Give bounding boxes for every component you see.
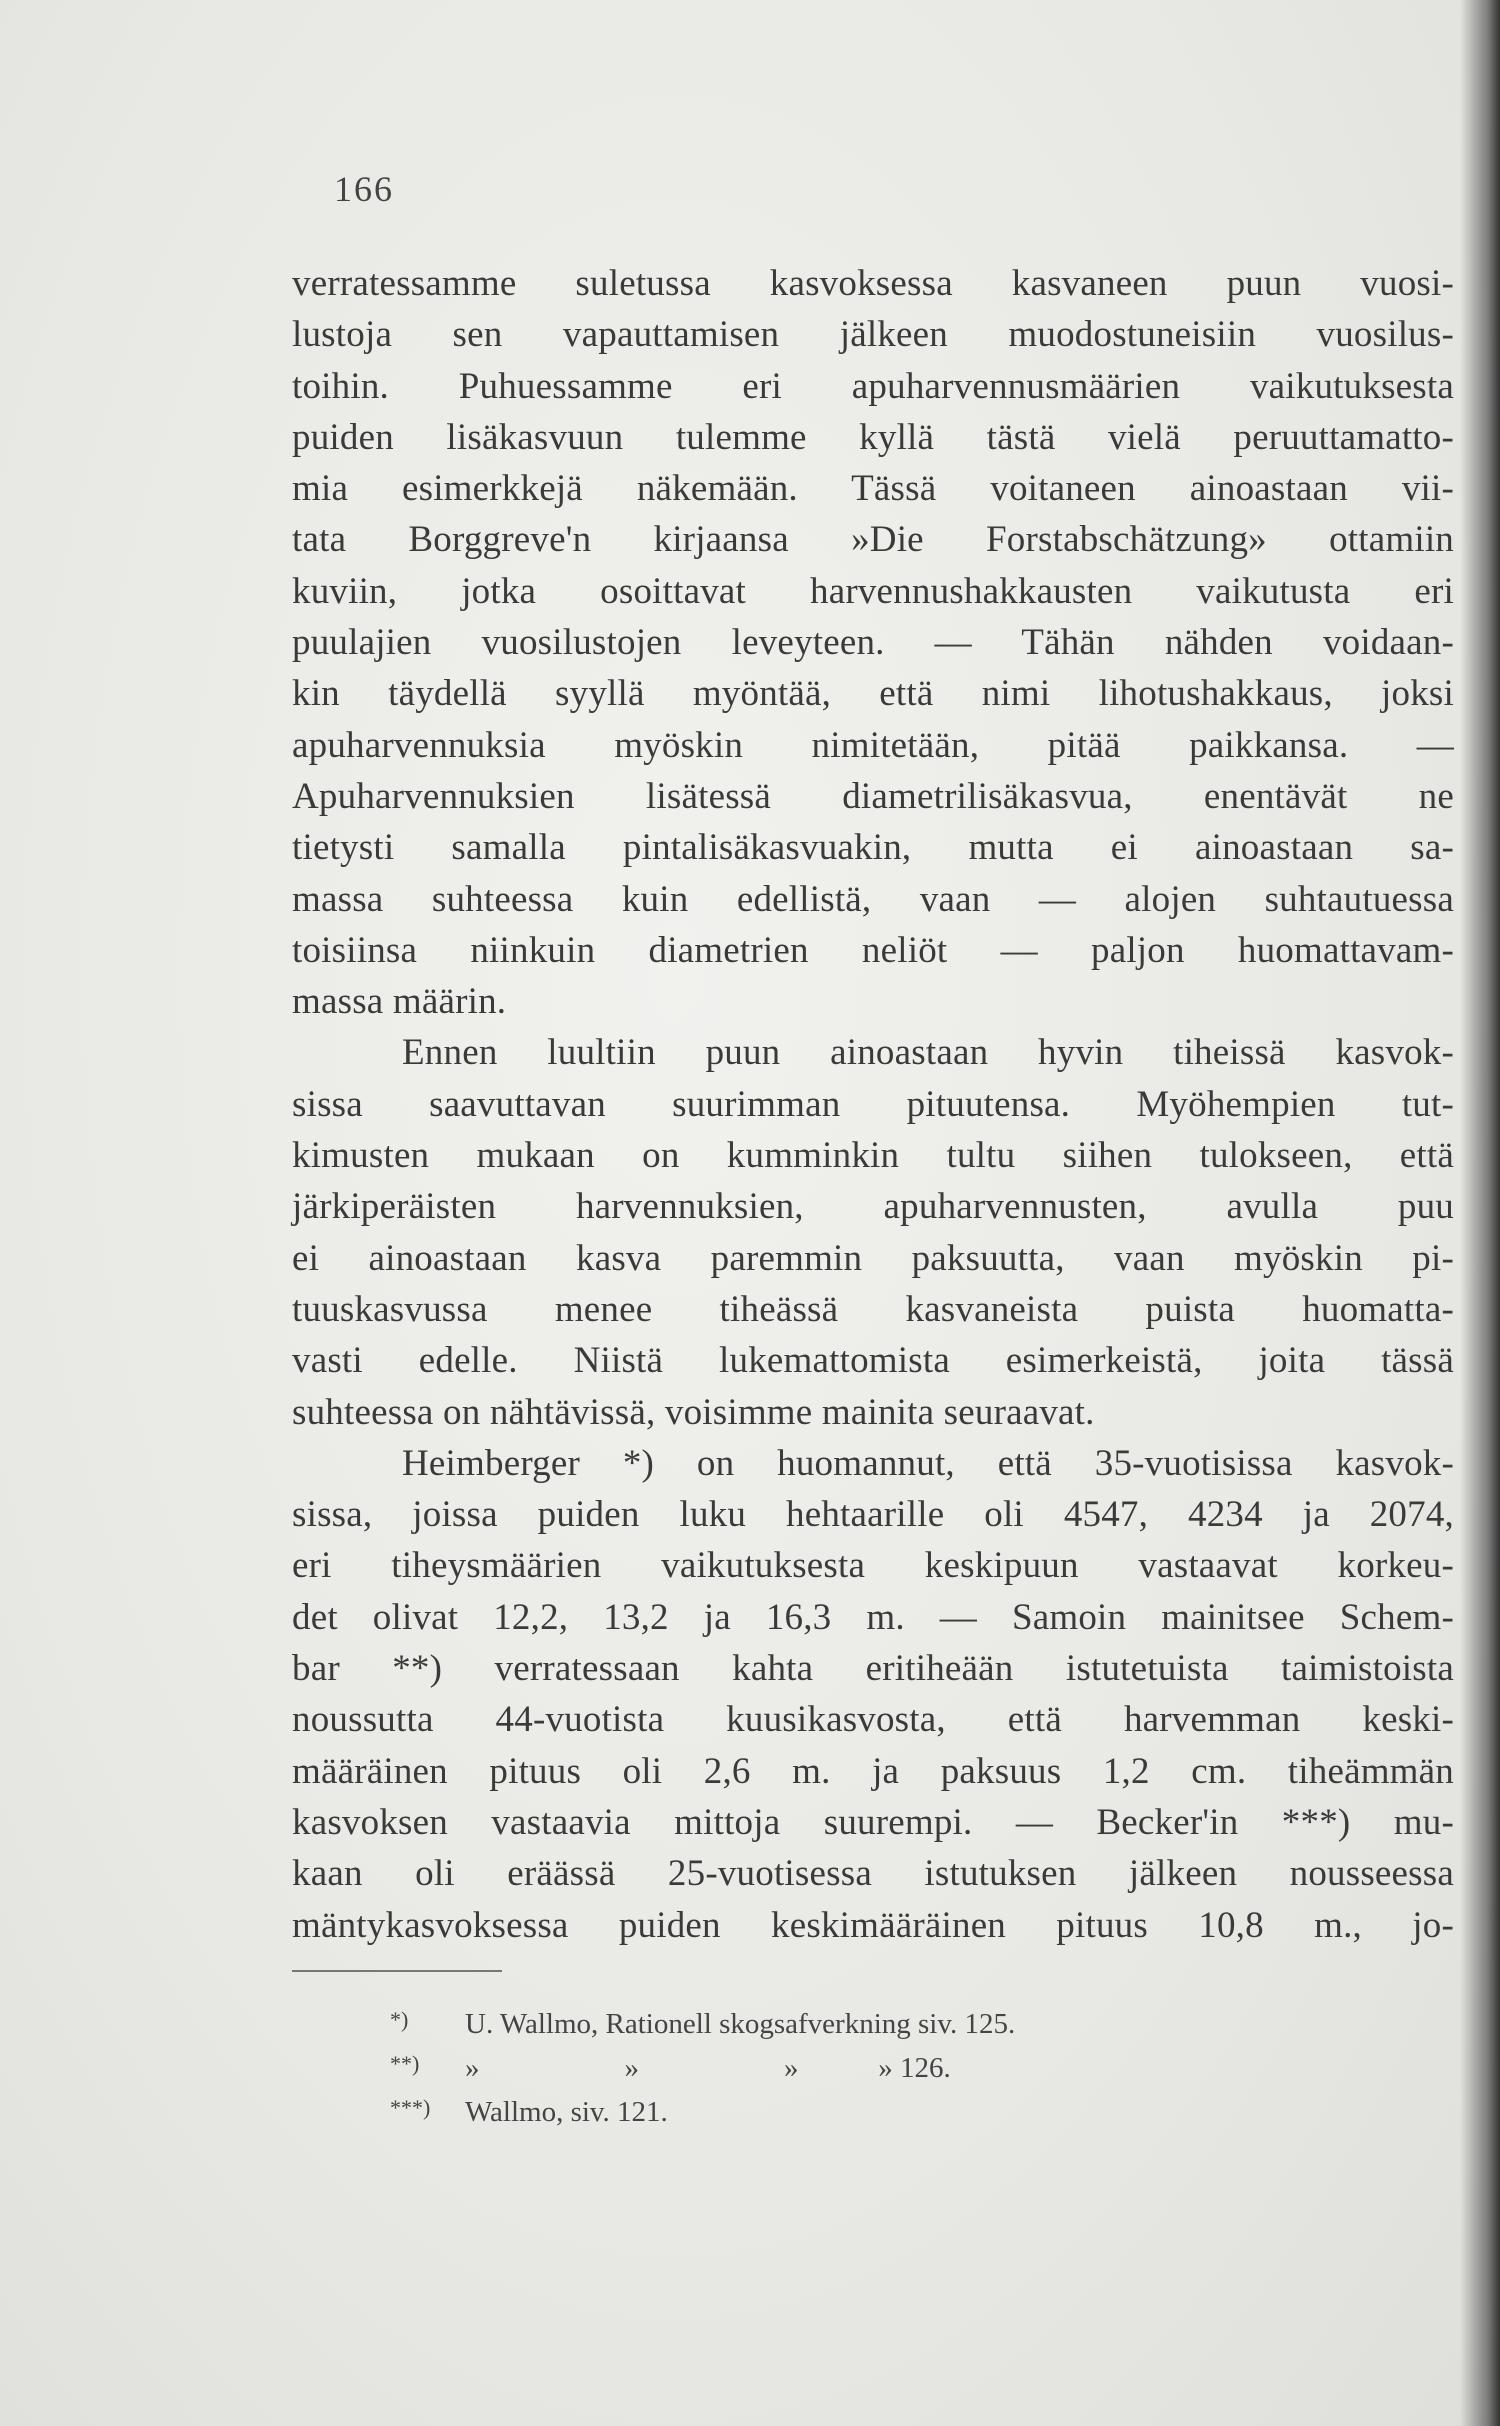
footnote-text: Wallmo, siv. 121.	[465, 2096, 668, 2128]
text-line: puulajien vuosilustojen leveyteen. — Tähän nähden voidaan-	[292, 622, 1454, 664]
text-line: verratessamme suletussa kasvoksessa kasvaneen puun vuosi-	[292, 263, 1454, 304]
text-line: toihin. Puhuessamme eri apuharvennusmäärien vaikutuksesta	[292, 365, 1454, 407]
text-line: ei ainoastaan kasva paremmin paksuutta, vaan myöskin pi-	[292, 1237, 1454, 1279]
text-line: mäntykasvoksessa puiden keskimääräinen pituus 10,8 m., jo-	[292, 1904, 1454, 1946]
text-line: puiden lisäkasvuun tulemme kyllä tästä vielä peruuttamatto-	[292, 416, 1454, 458]
text-line: järkiperäisten harvennuksien, apuharvennusten, avulla puu	[292, 1186, 1454, 1228]
footnote-text: » » » » 126.	[465, 2052, 951, 2084]
footnote-text: U. Wallmo, Rationell skogsafverkning siv. 125.	[465, 2008, 1016, 2040]
footnote-mark: **)	[390, 2051, 420, 2076]
page-edge-shadow	[1460, 0, 1500, 2426]
text-line: Ennen luultiin puun ainoastaan hyvin tiheissä kasvok-	[402, 1032, 1454, 1074]
text-line: tata Borggreve'n kirjaansa »Die Forstabschätzung» ottamiin	[292, 519, 1454, 561]
body-text	[292, 258, 1454, 1951]
text-line: vasti edelle. Niistä lukemattomista esimerkeistä, joita tässä	[292, 1340, 1454, 1382]
text-line: sissa saavuttavan suurimman pituutensa. Myöhempien tut-	[292, 1083, 1454, 1125]
text-line: määräinen pituus oli 2,6 m. ja paksuus 1,2 cm. tiheämmän	[292, 1750, 1454, 1792]
text-line: Apuharvennuksien lisätessä diametrilisäkasvua, enentävät ne	[292, 775, 1454, 817]
text-line: mia esimerkkejä näkemään. Tässä voitaneen ainoastaan vii-	[292, 468, 1454, 510]
text-line: bar **) verratessaan kahta eritiheään istutetuista taimistoista	[292, 1648, 1454, 1690]
footnotes	[390, 1998, 1290, 2130]
footnote	[390, 1998, 1290, 2042]
text-line: massa suhteessa kuin edellistä, vaan — alojen suhtautuessa	[292, 878, 1454, 920]
page-number: 166	[334, 169, 394, 209]
text-line: eri tiheysmäärien vaikutuksesta keskipuun vastaavat korkeu-	[292, 1545, 1454, 1587]
text-line: kaan oli eräässä 25-vuotisessa istutuksen jälkeen nousseessa	[292, 1853, 1454, 1895]
footnote-mark: *)	[390, 2007, 409, 2032]
footnote	[390, 2042, 1290, 2086]
footnote-divider	[292, 1970, 502, 1972]
text-line: apuharvennuksia myöskin nimitetään, pitää paikkansa. —	[292, 724, 1454, 766]
text-line: kimusten mukaan on kumminkin tultu siihen tulokseen, että	[292, 1135, 1454, 1177]
text-line: kin täydellä syyllä myöntää, että nimi lihotushakkaus, joksi	[292, 673, 1454, 715]
text-line: Heimberger *) on huomannut, että 35-vuotisissa kasvok-	[402, 1442, 1454, 1484]
footnote	[390, 2086, 1290, 2130]
text-line: massa määrin.	[292, 981, 507, 1023]
text-line: toisiinsa niinkuin diametrien neliöt — paljon huomattavam-	[292, 929, 1454, 971]
text-line: det olivat 12,2, 13,2 ja 16,3 m. — Samoin mainitsee Schem-	[292, 1596, 1454, 1638]
text-line: kasvoksen vastaavia mittoja suurempi. — Becker'in ***) mu-	[292, 1801, 1454, 1843]
text-line: noussutta 44-vuotista kuusikasvosta, että harvemman keski-	[292, 1699, 1454, 1741]
text-line: lustoja sen vapauttamisen jälkeen muodostuneisiin vuosilus-	[292, 314, 1454, 356]
text-line: suhteessa on nähtävissä, voisimme mainita seuraavat.	[292, 1391, 1095, 1433]
text-line: sissa, joissa puiden luku hehtaarille oli 4547, 4234 ja 2074,	[292, 1494, 1454, 1536]
text-line: tietysti samalla pintalisäkasvuakin, mutta ei ainoastaan sa-	[292, 827, 1454, 869]
text-line: kuviin, jotka osoittavat harvennushakkausten vaikutusta eri	[292, 570, 1454, 612]
footnote-mark: ***)	[390, 2095, 431, 2120]
text-line: tuuskasvussa menee tiheässä kasvaneista puista huomatta-	[292, 1288, 1454, 1330]
